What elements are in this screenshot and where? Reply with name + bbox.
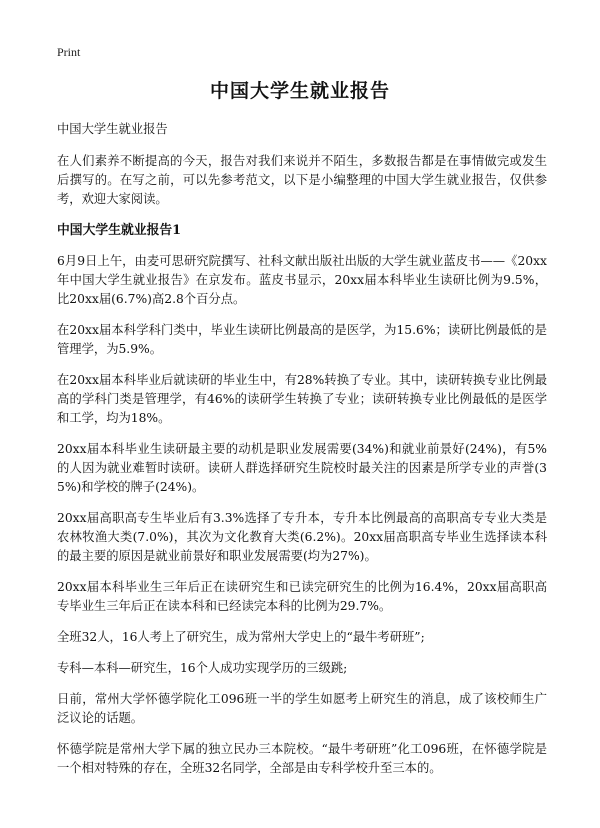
document-body: [57, 120, 547, 790]
document-title: 中国大学生就业报告: [209, 80, 390, 102]
body-paragraph-6: 20xx届本科毕业生三年后正在读研究生和已读完研究生的比例为16.4%，20xx届高职高专毕业生三年后正在读本科和已经读完本科的比例为29.7%。: [57, 580, 547, 613]
document-subtitle: 中国大学生就业报告: [57, 122, 168, 136]
body-paragraph-8: 专科—本科—研究生，16个人成功实现学历的三级跳;: [57, 661, 348, 675]
body-paragraph-1: 6月9日上午，由麦可思研究院撰写、社科文献出版社出版的大学生就业蓝皮书——《20xx年中国大学生就业报告》在京发布。蓝皮书显示，20xx届本科毕业生读研比例为9.5%，比20xx届(6.7%)高2.8个百分点。: [57, 254, 547, 306]
print-link[interactable]: Print: [57, 45, 81, 59]
body-paragraph-7: 全班32人，16人考上了研究生，成为常州大学史上的“最牛考研班”;: [57, 630, 425, 644]
body-paragraph-5: 20xx届高职高专生毕业后有3.3%选择了专升本，专升本比例最高的高职高专专业大类是农林牧渔大类(7.0%)，其次为文化教育大类(6.2%)。20xx届高职高专毕业生选择读本科的最主要的原因是就业前景好和职业发展需要(均为27%)。: [57, 511, 547, 563]
section-heading: 中国大学生就业报告1: [57, 223, 182, 238]
intro-paragraph: 在人们素养不断提高的今天，报告对我们来说并不陌生，多数报告都是在事情做完或发生后撰写的。在写之前，可以先参考范文，以下是小编整理的中国大学生就业报告，仅供参考，欢迎大家阅读。: [57, 154, 547, 206]
body-paragraph-2: 在20xx届本科学科门类中，毕业生读研比例最高的是医学，为15.6%；读研比例最低的是管理学，为5.9%。: [57, 323, 547, 356]
body-paragraph-3: 在20xx届本科毕业后就读研的毕业生中，有28%转换了专业。其中，读研转换专业比例最高的学科门类是管理学，有46%的读研学生转换了专业；读研转换专业比例最低的是医学和工学，均为18%。: [57, 373, 547, 425]
body-paragraph-9: 日前，常州大学怀德学院化工096班一半的学生如愿考上研究生的消息，成了该校师生广泛议论的话题。: [57, 692, 547, 725]
body-paragraph-4: 20xx届本科毕业生读研最主要的动机是职业发展需要(34%)和就业前景好(24%)，有5%的人因为就业难暂时读研。读研人群选择研究生院校时最关注的因素是所学专业的声誉(35%)和学校的牌子(24%)。: [57, 442, 547, 494]
body-paragraph-10: 怀德学院是常州大学下属的独立民办三本院校。“最牛考研班”化工096班，在怀德学院是一个相对特殊的存在，全班32名同学，全部是由专科学校升至三本的。: [57, 742, 547, 775]
